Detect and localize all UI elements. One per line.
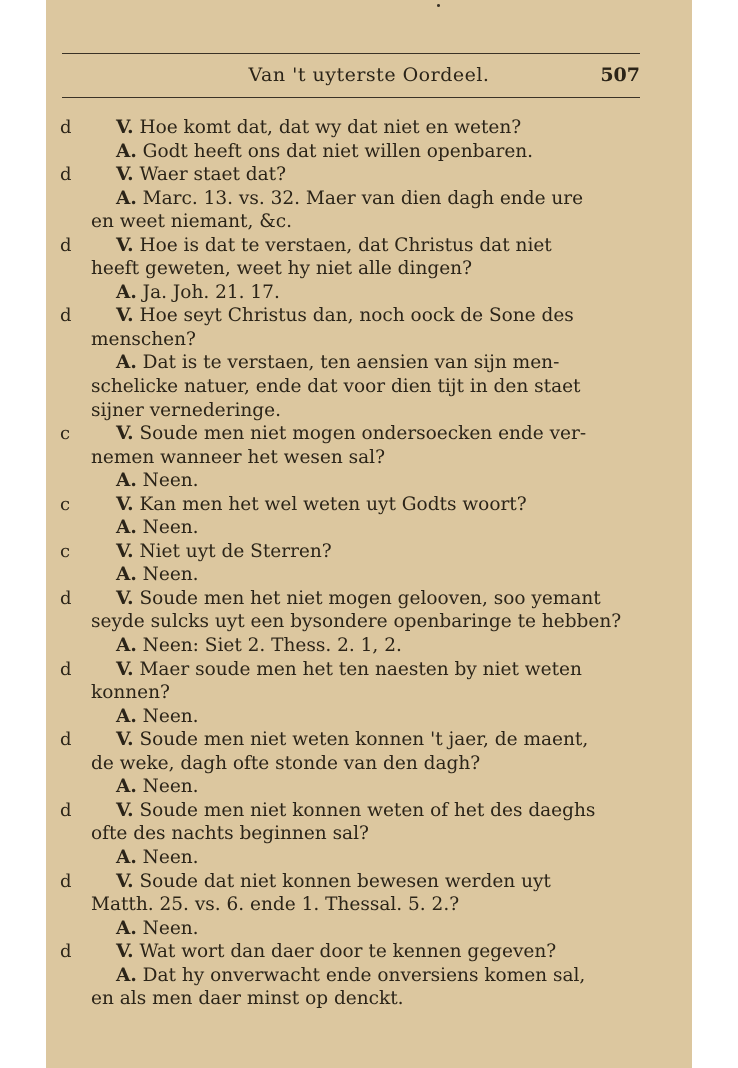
line-text: Ja. Joh. 21. 17. — [136, 281, 280, 303]
qa-label: A. — [116, 352, 137, 374]
qa-label: V. — [116, 234, 134, 256]
line-text: Godt heeft ons dat niet willen openbaren. — [136, 140, 534, 162]
text-line — [46, 563, 692, 587]
text-line — [46, 870, 692, 894]
question-line — [116, 940, 556, 964]
line-text: Soude dat niet konnen bewesen werden uyt — [133, 870, 551, 892]
text-line — [46, 705, 692, 729]
line-text: Hoe seyt Christus dan, noch oock de Sone des — [133, 305, 574, 327]
line-text: en weet niemant, &c. — [91, 211, 292, 233]
page-number: 507 — [600, 64, 640, 86]
question-line — [116, 587, 601, 611]
qa-label: V. — [116, 164, 134, 186]
answer-line — [116, 846, 199, 870]
qa-label: V. — [116, 423, 134, 445]
continuation-line — [91, 610, 621, 634]
line-text: Neen. — [136, 470, 199, 492]
continuation-line — [91, 257, 472, 281]
running-head-title: Van 't uyterste Oordeel. — [248, 64, 490, 86]
continuation-line — [91, 210, 292, 234]
text-line — [46, 940, 692, 964]
margin-marker: d — [60, 729, 72, 751]
text-line — [46, 634, 692, 658]
line-text: Neen: Siet 2. Thess. 2. 1, 2. — [136, 635, 402, 657]
ink-speck — [437, 4, 440, 7]
margin-marker: d — [60, 305, 72, 327]
text-line — [46, 187, 692, 211]
answer-line — [116, 563, 199, 587]
continuation-line — [91, 399, 281, 423]
qa-label: V. — [116, 941, 134, 963]
qa-label: A. — [116, 281, 137, 303]
line-text: Soude men niet mogen ondersoecken ende ver- — [133, 423, 587, 445]
qa-label: A. — [116, 917, 137, 939]
line-text: Maer soude men het ten naesten by niet weten — [133, 658, 582, 680]
book-page — [46, 0, 692, 1068]
text-line — [46, 304, 692, 328]
margin-marker: d — [60, 658, 72, 680]
question-line — [116, 799, 595, 823]
answer-line — [116, 187, 583, 211]
continuation-line — [91, 822, 369, 846]
text-line — [46, 540, 692, 564]
qa-label: A. — [116, 846, 137, 868]
qa-label: V. — [116, 658, 134, 680]
text-line — [46, 893, 692, 917]
text-line — [46, 681, 692, 705]
text-line — [46, 658, 692, 682]
text-line — [46, 516, 692, 540]
line-text: Soude men niet konnen weten of het des daeghs — [133, 799, 596, 821]
line-text: Wat wort dan daer door te kennen gegeven? — [133, 941, 557, 963]
text-line — [46, 351, 692, 375]
line-text: Waer staet dat? — [133, 164, 286, 186]
answer-line — [116, 964, 585, 988]
margin-marker: c — [60, 493, 71, 515]
qa-label: V. — [116, 729, 134, 751]
text-line — [46, 422, 692, 446]
text-line — [46, 234, 692, 258]
line-text: Neen. — [136, 564, 199, 586]
text-body — [46, 116, 692, 1011]
continuation-line — [91, 893, 459, 917]
question-line — [116, 304, 574, 328]
line-text: Neen. — [136, 917, 199, 939]
line-text: en als men daer minst op denckt. — [91, 988, 404, 1010]
qa-label: A. — [116, 705, 137, 727]
qa-label: V. — [116, 305, 134, 327]
text-line — [46, 964, 692, 988]
qa-label: V. — [116, 870, 134, 892]
question-line — [116, 493, 527, 517]
text-line — [46, 610, 692, 634]
question-line — [116, 163, 286, 187]
text-line — [46, 399, 692, 423]
line-text: Neen. — [136, 517, 199, 539]
answer-line — [116, 634, 402, 658]
margin-marker: c — [60, 540, 71, 562]
answer-line — [116, 351, 559, 375]
margin-marker: d — [60, 164, 72, 186]
text-line — [46, 752, 692, 776]
text-line — [46, 116, 692, 140]
line-text: Dat is te verstaen, ten aensien van sijn men- — [136, 352, 560, 374]
line-text: nemen wanneer het wesen sal? — [91, 446, 386, 468]
question-line — [116, 658, 582, 682]
margin-marker: c — [60, 423, 71, 445]
question-line — [116, 540, 332, 564]
text-line — [46, 493, 692, 517]
line-text: menschen? — [91, 328, 196, 350]
text-line — [46, 163, 692, 187]
qa-label: V. — [116, 493, 134, 515]
qa-label: A. — [116, 517, 137, 539]
text-line — [46, 140, 692, 164]
text-line — [46, 328, 692, 352]
continuation-line — [91, 681, 170, 705]
margin-marker: d — [60, 587, 72, 609]
margin-marker: d — [60, 870, 72, 892]
answer-line — [116, 469, 199, 493]
line-text: de weke, dagh ofte stonde van den dagh? — [91, 752, 481, 774]
line-text: Marc. 13. vs. 32. Maer van dien dagh ende ure — [136, 187, 584, 209]
continuation-line — [91, 446, 385, 470]
text-line — [46, 987, 692, 1011]
continuation-line — [91, 375, 580, 399]
text-line — [46, 375, 692, 399]
qa-label: V. — [116, 540, 134, 562]
text-line — [46, 917, 692, 941]
question-line — [116, 870, 551, 894]
margin-marker: d — [60, 799, 72, 821]
line-text: schelicke natuer, ende dat voor dien tijt in den staet — [91, 376, 581, 398]
answer-line — [116, 140, 533, 164]
text-line — [46, 775, 692, 799]
continuation-line — [91, 987, 404, 1011]
text-line — [46, 728, 692, 752]
line-text: Niet uyt de Sterren? — [133, 540, 332, 562]
qa-label: A. — [116, 140, 137, 162]
line-text: Neen. — [136, 705, 199, 727]
line-text: Hoe is dat te verstaen, dat Christus dat niet — [133, 234, 552, 256]
line-text: Kan men het wel weten uyt Godts woort? — [133, 493, 527, 515]
line-text: seyde sulcks uyt een bysondere openbaringe te hebben? — [91, 611, 622, 633]
line-text: konnen? — [91, 682, 170, 704]
line-text: ofte des nachts beginnen sal? — [91, 823, 369, 845]
line-text: Soude men het niet mogen gelooven, soo yemant — [133, 587, 601, 609]
qa-label: V. — [116, 799, 134, 821]
text-line — [46, 799, 692, 823]
continuation-line — [91, 752, 480, 776]
margin-marker: d — [60, 234, 72, 256]
text-line — [46, 257, 692, 281]
answer-line — [116, 516, 199, 540]
line-text: Neen. — [136, 776, 199, 798]
question-line — [116, 234, 552, 258]
header-rule-top — [62, 53, 640, 54]
text-line — [46, 846, 692, 870]
line-text: Matth. 25. vs. 6. ende 1. Thessal. 5. 2.? — [91, 894, 460, 916]
line-text: Neen. — [136, 846, 199, 868]
question-line — [116, 422, 586, 446]
qa-label: V. — [116, 117, 134, 138]
line-text: heeft geweten, weet hy niet alle dingen? — [91, 258, 472, 280]
header-rule-bottom — [62, 97, 640, 98]
text-line — [46, 210, 692, 234]
text-line — [46, 469, 692, 493]
continuation-line — [91, 328, 196, 352]
answer-line — [116, 917, 199, 941]
line-text: sijner vernederinge. — [91, 399, 281, 421]
answer-line — [116, 775, 199, 799]
margin-marker: d — [60, 117, 72, 138]
text-line — [46, 822, 692, 846]
qa-label: A. — [116, 470, 137, 492]
answer-line — [116, 281, 280, 305]
text-line — [46, 281, 692, 305]
margin-marker: d — [60, 941, 72, 963]
answer-line — [116, 705, 199, 729]
question-line — [116, 728, 588, 752]
question-line — [116, 116, 521, 140]
qa-label: A. — [116, 776, 137, 798]
qa-label: A. — [116, 187, 137, 209]
qa-label: A. — [116, 635, 137, 657]
qa-label: V. — [116, 587, 134, 609]
qa-label: A. — [116, 564, 137, 586]
line-text: Dat hy onverwacht ende onversiens komen sal, — [136, 964, 586, 986]
qa-label: A. — [116, 964, 137, 986]
text-line — [46, 446, 692, 470]
text-line — [46, 587, 692, 611]
line-text: Soude men niet weten konnen 't jaer, de maent, — [133, 729, 589, 751]
line-text: Hoe komt dat, dat wy dat niet en weten? — [133, 117, 522, 138]
